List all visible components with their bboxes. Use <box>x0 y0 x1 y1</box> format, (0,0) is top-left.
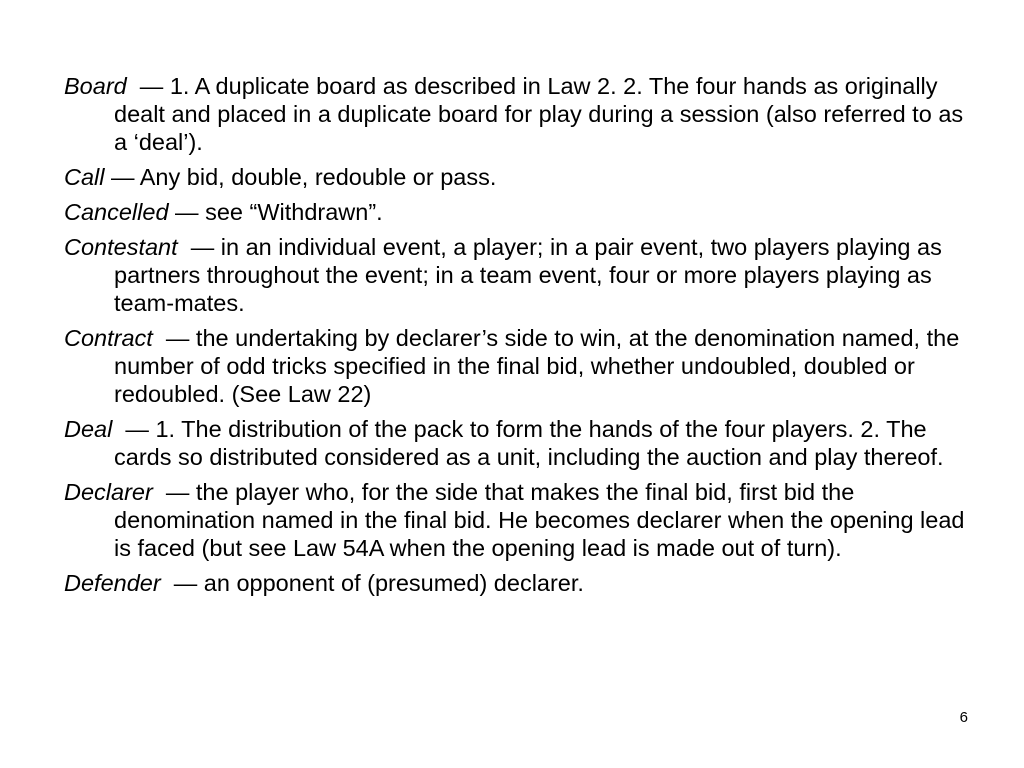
definition-entry-contract <box>64 324 974 408</box>
separator: — <box>177 234 221 260</box>
separator: — <box>112 416 156 442</box>
separator: — <box>168 199 206 225</box>
term: Cancelled <box>64 199 169 225</box>
separator: — <box>160 570 204 596</box>
separator: — <box>152 479 196 505</box>
definition-text: Any bid, double, redouble or pass. <box>139 164 497 190</box>
definition-text: see “Withdrawn”. <box>205 199 383 225</box>
separator: — <box>104 164 140 190</box>
separator: — <box>126 73 170 99</box>
definition-text: an opponent of (presumed) declarer. <box>203 570 584 596</box>
definition-entry-cancelled <box>64 198 974 226</box>
term: Contestant <box>64 234 178 260</box>
definition-text: the player who, for the side that makes the final bid, first bid the denomination named in the final bid. He becomes declarer when the opening lead is faced (but see Law 54A when the opening lead is made out of turn). <box>114 479 965 561</box>
separator: — <box>152 325 196 351</box>
definition-entry-defender <box>64 569 974 597</box>
definition-text: 1. The distribution of the pack to form the hands of the four players. 2. The cards so distributed considered as a unit, including the auction and play thereof. <box>114 416 944 470</box>
definition-text: the undertaking by declarer’s side to win, at the denomination named, the number of odd tricks specified in the final bid, whether undoubled, doubled or redoubled. (See Law 22) <box>114 325 960 407</box>
definition-text: 1. A duplicate board as described in Law 2. 2. The four hands as originally dealt and placed in a duplicate board for play during a session (also referred to as a ‘deal’). <box>114 73 964 155</box>
definition-entry-board <box>64 72 974 156</box>
term: Call <box>64 164 105 190</box>
definitions-list <box>64 72 974 604</box>
definition-entry-deal <box>64 415 974 471</box>
term: Declarer <box>64 479 153 505</box>
page-number: 6 <box>959 709 968 726</box>
definition-entry-call <box>64 163 974 191</box>
term: Defender <box>64 570 161 596</box>
term: Deal <box>64 416 113 442</box>
definition-text: in an individual event, a player; in a pair event, two players playing as partners throughout the event; in a team event, four or more players playing as team-mates. <box>114 234 942 316</box>
term: Contract <box>64 325 153 351</box>
definition-entry-contestant <box>64 233 974 317</box>
definition-entry-declarer <box>64 478 974 562</box>
term: Board <box>64 73 127 99</box>
